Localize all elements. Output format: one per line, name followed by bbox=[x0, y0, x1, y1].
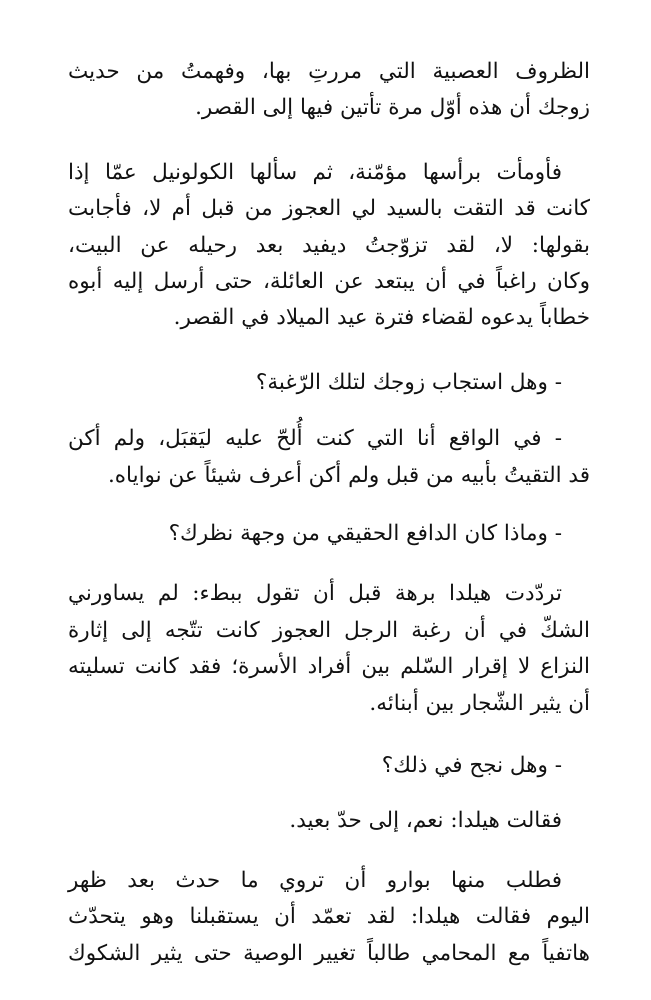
paragraph-9 bbox=[68, 863, 590, 972]
text-line: وكان راغباً في أن يبتعد عن العائلة، حتى أرسل إليه أبوه bbox=[68, 269, 590, 295]
text-line: أن يثير الشّجار بين أبنائه. bbox=[369, 690, 590, 716]
paragraph-4 bbox=[68, 421, 590, 494]
text-line: فطلب منها بوارو أن تروي ما حدث بعد ظهر bbox=[68, 867, 562, 893]
text-line: النزاع لا إقرار السّلم بين أفراد الأسرة؛ فقد كانت تسليته bbox=[68, 654, 590, 680]
paragraph-2 bbox=[68, 155, 590, 337]
text-line: هاتفياً مع المحامي طالباً تغيير الوصية حتى يثير الشكوك bbox=[68, 940, 590, 966]
text-line: فأومأت برأسها مؤمّنة، ثم سألها الكولونيل عمّا إذا bbox=[68, 159, 562, 185]
text-line: فقالت هيلدا: نعم، إلى حدّ بعيد. bbox=[289, 807, 562, 833]
paragraph-7 bbox=[68, 748, 590, 784]
paragraph-3 bbox=[68, 365, 590, 401]
book-page bbox=[68, 54, 590, 972]
text-line: خطاباً يدعوه لقضاء فترة عيد الميلاد في القصر. bbox=[173, 305, 590, 331]
text-line: زوجك أن هذه أوّل مرة تأتين فيها إلى القصر. bbox=[195, 95, 590, 121]
dialogue-line: - في الواقع أنا التي كنت أُلحّ عليه ليَقبَل، ولم أكن bbox=[68, 426, 562, 452]
text-line: الشكّ في أن رغبة الرجل العجوز كانت تتّجه إلى إثارة bbox=[68, 617, 590, 643]
dialogue-line: - وهل نجح في ذلك؟ bbox=[381, 753, 562, 779]
text-line: كانت قد التقت بالسيد لي العجوز من قبل أم لا، فأجابت bbox=[68, 196, 590, 222]
paragraph-1 bbox=[68, 54, 590, 127]
text-line: قد التقيتُ بأبيه من قبل ولم أكن أعرف شيئاً عن نواياه. bbox=[107, 462, 590, 488]
paragraph-8 bbox=[68, 803, 590, 839]
text-line: بقولها: لا، لقد تزوّجتُ ديفيد بعد رحيله عن البيت، bbox=[68, 232, 590, 258]
dialogue-line: - وماذا كان الدافع الحقيقي من وجهة نظرك؟ bbox=[168, 521, 562, 547]
text-line: تردّدت هيلدا برهة قبل أن تقول ببطء: لم يساورني bbox=[68, 581, 562, 607]
text-line: الظروف العصبية التي مررتِ بها، وفهمتُ من حديث bbox=[68, 59, 590, 84]
dialogue-line: - وهل استجاب زوجك لتلك الرّغبة؟ bbox=[255, 369, 562, 395]
paragraph-6 bbox=[68, 576, 590, 722]
text-line: اليوم فقالت هيلدا: لقد تعمّد أن يستقبلنا وهو يتحدّث bbox=[68, 904, 590, 930]
paragraph-5 bbox=[68, 516, 590, 552]
